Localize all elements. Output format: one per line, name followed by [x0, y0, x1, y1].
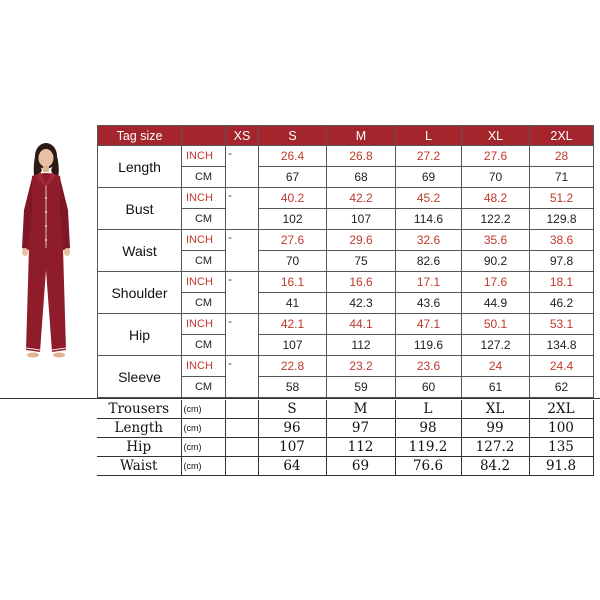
inch-value-cell: 29.6 — [327, 230, 396, 251]
header-size-s: S — [259, 126, 327, 146]
measurement-row-inch — [98, 272, 594, 293]
trousers-value-cell: 100 — [529, 419, 593, 438]
inch-value-cell: 53.1 — [530, 314, 594, 335]
cm-value-cell: 127.2 — [462, 335, 530, 356]
unit-inch-label: INCH — [182, 314, 226, 335]
inch-value-cell: 26.8 — [327, 146, 396, 167]
trousers-value-cell: 64 — [258, 457, 326, 476]
cm-value-cell: 58 — [259, 377, 327, 398]
trousers-spacer — [225, 400, 258, 419]
trousers-row — [97, 419, 593, 438]
cm-value-cell: 41 — [259, 293, 327, 314]
inch-value-cell: 28 — [530, 146, 594, 167]
measurement-row-inch — [98, 146, 594, 167]
trousers-value-cell: 127.2 — [461, 438, 529, 457]
trousers-unit: (cm) — [181, 400, 225, 419]
cm-value-cell: 43.6 — [396, 293, 462, 314]
measurement-row-inch — [98, 314, 594, 335]
trousers-row-label: Hip — [97, 438, 181, 457]
cm-value-cell: 70 — [259, 251, 327, 272]
cm-value-cell: 68 — [327, 167, 396, 188]
cm-value-cell: 62 — [530, 377, 594, 398]
cm-value-cell: 44.9 — [462, 293, 530, 314]
xs-dash: - — [226, 146, 259, 188]
trousers-value-cell: 112 — [326, 438, 395, 457]
size-chart-table — [97, 125, 594, 398]
trousers-row — [97, 438, 593, 457]
trousers-row-unit: (cm) — [181, 419, 225, 438]
inch-value-cell: 16.6 — [327, 272, 396, 293]
measurement-label: Sleeve — [98, 356, 182, 398]
unit-cm-label: CM — [182, 167, 226, 188]
trousers-chart-table — [97, 400, 594, 476]
trousers-spacer — [225, 438, 258, 457]
xs-dash: - — [226, 272, 259, 314]
inch-value-cell: 44.1 — [327, 314, 396, 335]
trousers-spacer — [225, 457, 258, 476]
measurement-label: Bust — [98, 188, 182, 230]
xs-dash: - — [226, 314, 259, 356]
cm-value-cell: 69 — [396, 167, 462, 188]
inch-value-cell: 38.6 — [530, 230, 594, 251]
trousers-row — [97, 457, 593, 476]
trousers-size-2xl: 2XL — [529, 400, 593, 419]
trousers-value-cell: 96 — [258, 419, 326, 438]
header-size-xs: XS — [226, 126, 259, 146]
trousers-header-row — [97, 400, 593, 419]
trousers-value-cell: 91.8 — [529, 457, 593, 476]
measurement-row-inch — [98, 356, 594, 377]
cm-value-cell: 61 — [462, 377, 530, 398]
inch-value-cell: 22.8 — [259, 356, 327, 377]
trousers-value-cell: 135 — [529, 438, 593, 457]
cm-value-cell: 82.6 — [396, 251, 462, 272]
cm-value-cell: 119.6 — [396, 335, 462, 356]
cm-value-cell: 107 — [327, 209, 396, 230]
trousers-row-unit: (cm) — [181, 438, 225, 457]
trousers-size-m: M — [326, 400, 395, 419]
cm-value-cell: 75 — [327, 251, 396, 272]
header-size-xl: XL — [462, 126, 530, 146]
cm-value-cell: 60 — [396, 377, 462, 398]
cm-value-cell: 71 — [530, 167, 594, 188]
trousers-spacer — [225, 419, 258, 438]
trousers-value-cell: 107 — [258, 438, 326, 457]
trousers-value-cell: 119.2 — [395, 438, 461, 457]
header-size-l: L — [396, 126, 462, 146]
trousers-value-cell: 98 — [395, 419, 461, 438]
unit-cm-label: CM — [182, 293, 226, 314]
trousers-value-cell: 84.2 — [461, 457, 529, 476]
measurement-label: Waist — [98, 230, 182, 272]
cm-value-cell: 90.2 — [462, 251, 530, 272]
measurement-label: Hip — [98, 314, 182, 356]
unit-inch-label: INCH — [182, 356, 226, 377]
measurement-row-inch — [98, 230, 594, 251]
header-unit — [182, 126, 226, 146]
xs-dash: - — [226, 230, 259, 272]
inch-value-cell: 16.1 — [259, 272, 327, 293]
cm-value-cell: 129.8 — [530, 209, 594, 230]
inch-value-cell: 40.2 — [259, 188, 327, 209]
inch-value-cell: 50.1 — [462, 314, 530, 335]
unit-inch-label: INCH — [182, 272, 226, 293]
inch-value-cell: 24 — [462, 356, 530, 377]
header-tag-size: Tag size — [98, 126, 182, 146]
inch-value-cell: 17.1 — [396, 272, 462, 293]
size-chart-header-row — [98, 126, 594, 146]
cm-value-cell: 97.8 — [530, 251, 594, 272]
inch-value-cell: 32.6 — [396, 230, 462, 251]
inch-value-cell: 42.1 — [259, 314, 327, 335]
trousers-row-label: Waist — [97, 457, 181, 476]
trousers-value-cell: 97 — [326, 419, 395, 438]
trousers-value-cell: 99 — [461, 419, 529, 438]
xs-dash: - — [226, 188, 259, 230]
cm-value-cell: 112 — [327, 335, 396, 356]
unit-cm-label: CM — [182, 209, 226, 230]
unit-cm-label: CM — [182, 335, 226, 356]
trousers-size-l: L — [395, 400, 461, 419]
inch-value-cell: 18.1 — [530, 272, 594, 293]
inch-value-cell: 17.6 — [462, 272, 530, 293]
inch-value-cell: 27.6 — [462, 146, 530, 167]
trousers-size-xl: XL — [461, 400, 529, 419]
cm-value-cell: 107 — [259, 335, 327, 356]
inch-value-cell: 48.2 — [462, 188, 530, 209]
inch-value-cell: 27.6 — [259, 230, 327, 251]
measurement-label: Length — [98, 146, 182, 188]
inch-value-cell: 26.4 — [259, 146, 327, 167]
inch-value-cell: 23.6 — [396, 356, 462, 377]
section-divider — [0, 398, 600, 399]
cm-value-cell: 122.2 — [462, 209, 530, 230]
inch-value-cell: 51.2 — [530, 188, 594, 209]
cm-value-cell: 134.8 — [530, 335, 594, 356]
trousers-row-label: Length — [97, 419, 181, 438]
inch-value-cell: 23.2 — [327, 356, 396, 377]
unit-cm-label: CM — [182, 377, 226, 398]
cm-value-cell: 70 — [462, 167, 530, 188]
cm-value-cell: 59 — [327, 377, 396, 398]
measurement-label: Shoulder — [98, 272, 182, 314]
inch-value-cell: 27.2 — [396, 146, 462, 167]
inch-value-cell: 35.6 — [462, 230, 530, 251]
model-in-pajamas-icon — [6, 140, 90, 370]
cm-value-cell: 42.3 — [327, 293, 396, 314]
trousers-row-unit: (cm) — [181, 457, 225, 476]
trousers-value-cell: 69 — [326, 457, 395, 476]
header-size-2xl: 2XL — [530, 126, 594, 146]
trousers-size-s: S — [258, 400, 326, 419]
measurement-row-inch — [98, 188, 594, 209]
inch-value-cell: 24.4 — [530, 356, 594, 377]
xs-dash: - — [226, 356, 259, 398]
cm-value-cell: 67 — [259, 167, 327, 188]
inch-value-cell: 45.2 — [396, 188, 462, 209]
cm-value-cell: 114.6 — [396, 209, 462, 230]
unit-inch-label: INCH — [182, 188, 226, 209]
cm-value-cell: 46.2 — [530, 293, 594, 314]
inch-value-cell: 42.2 — [327, 188, 396, 209]
inch-value-cell: 47.1 — [396, 314, 462, 335]
trousers-title: Trousers — [97, 400, 181, 419]
unit-cm-label: CM — [182, 251, 226, 272]
unit-inch-label: INCH — [182, 230, 226, 251]
trousers-value-cell: 76.6 — [395, 457, 461, 476]
cm-value-cell: 102 — [259, 209, 327, 230]
unit-inch-label: INCH — [182, 146, 226, 167]
header-size-m: M — [327, 126, 396, 146]
